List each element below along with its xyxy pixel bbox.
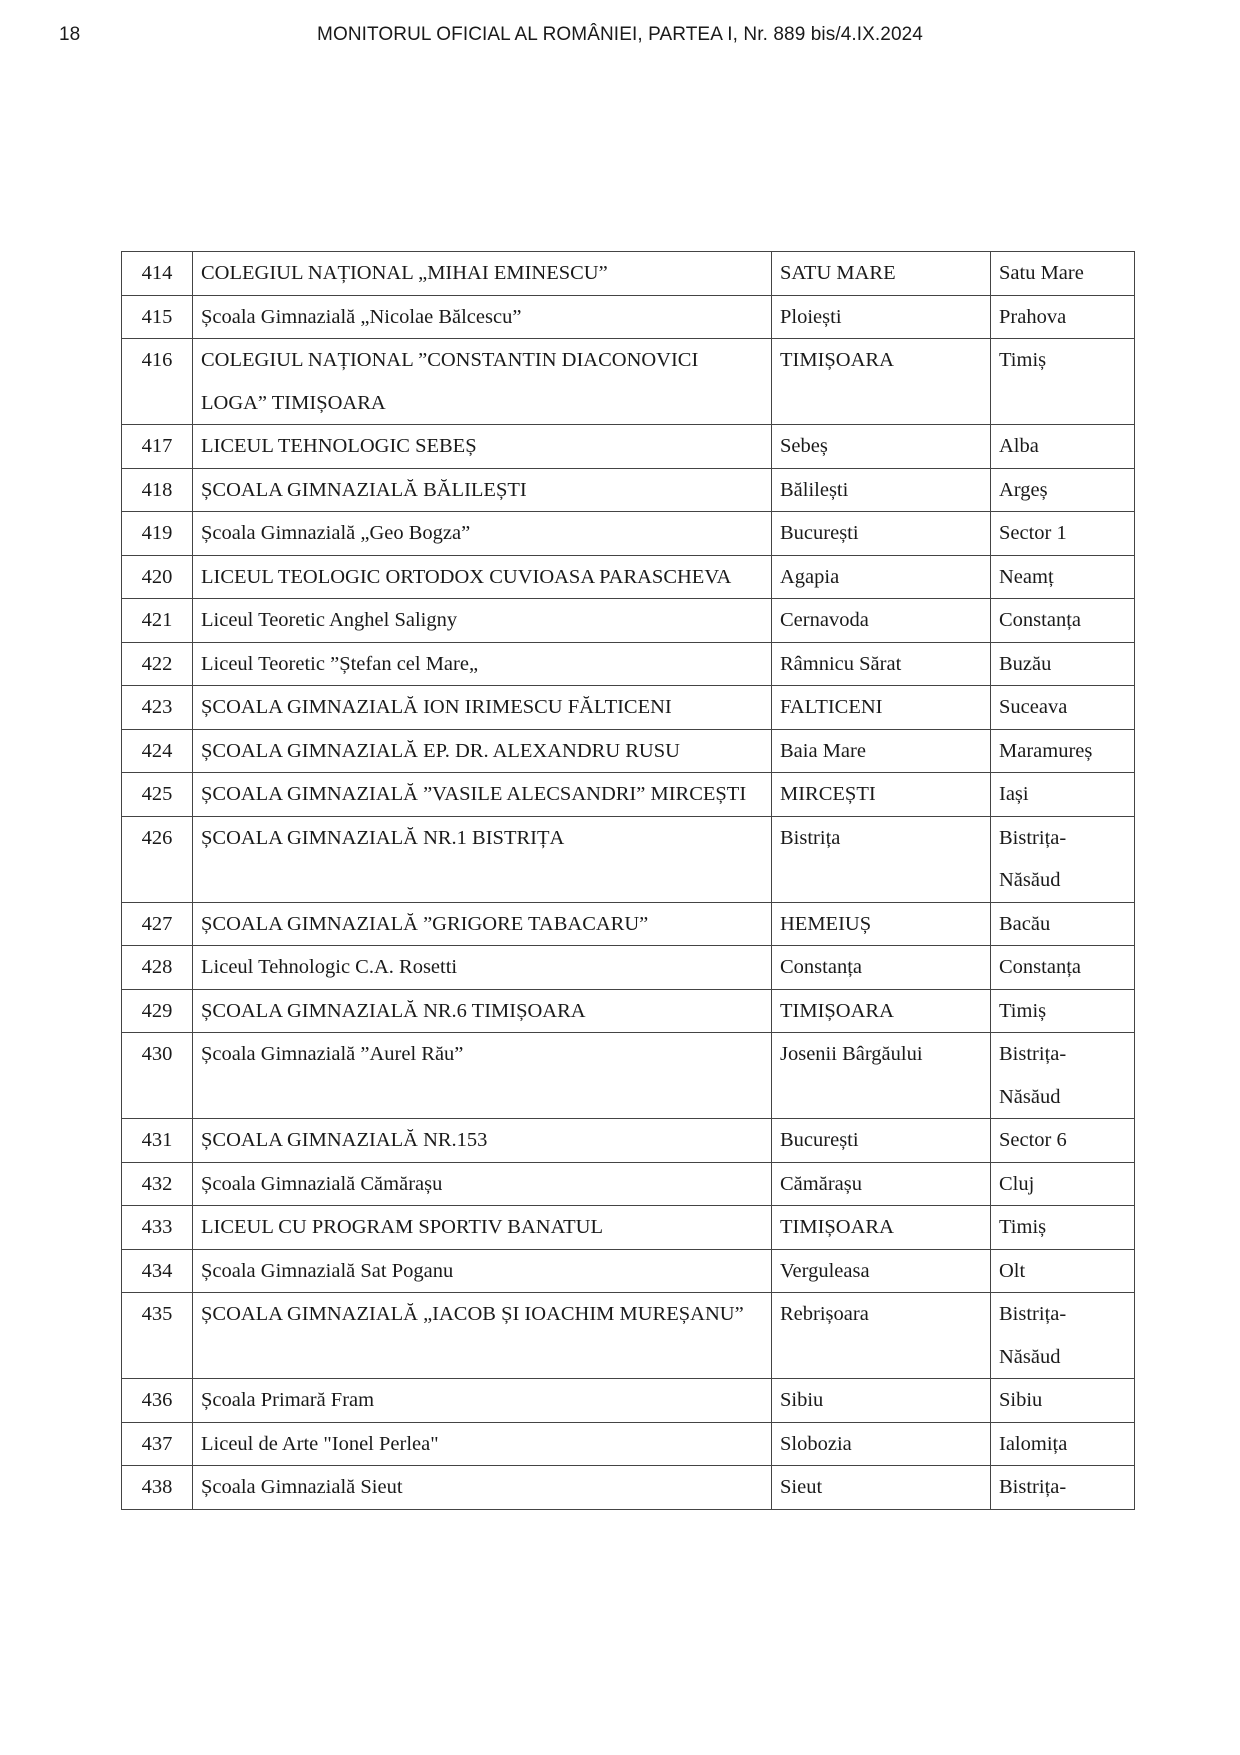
table-row — [122, 339, 1135, 425]
row-number: 416 — [122, 339, 193, 425]
row-number: 430 — [122, 1033, 193, 1119]
county: Bistrița- — [991, 1466, 1135, 1510]
table-row — [122, 1206, 1135, 1250]
table-row — [122, 1379, 1135, 1423]
school-name: ȘCOALA GIMNAZIALĂ BĂLILEȘTI — [193, 468, 772, 512]
county: Constanța — [991, 599, 1135, 643]
county: Sector 6 — [991, 1119, 1135, 1163]
locality: SATU MARE — [772, 252, 991, 296]
school-name: ȘCOALA GIMNAZIALĂ „IACOB ȘI IOACHIM MUREȘANU” — [193, 1293, 772, 1379]
table-row — [122, 773, 1135, 817]
row-number: 429 — [122, 989, 193, 1033]
county: Sibiu — [991, 1379, 1135, 1423]
school-name: Școala Gimnazială Sieut — [193, 1466, 772, 1510]
school-name: LICEUL TEHNOLOGIC SEBEȘ — [193, 425, 772, 469]
schools-table-body — [122, 252, 1135, 1510]
locality: Rebrișoara — [772, 1293, 991, 1379]
schools-table — [121, 251, 1135, 1510]
row-number: 417 — [122, 425, 193, 469]
locality: Sebeș — [772, 425, 991, 469]
county: Timiș — [991, 1206, 1135, 1250]
table-row — [122, 1119, 1135, 1163]
locality: TIMIȘOARA — [772, 989, 991, 1033]
row-number: 438 — [122, 1466, 193, 1510]
school-name: Liceul Teoretic Anghel Saligny — [193, 599, 772, 643]
table-row — [122, 902, 1135, 946]
table-row — [122, 468, 1135, 512]
table-row — [122, 1033, 1135, 1119]
locality: TIMIȘOARA — [772, 1206, 991, 1250]
school-name: ȘCOALA GIMNAZIALĂ ION IRIMESCU FĂLTICENI — [193, 686, 772, 730]
county: Ialomița — [991, 1422, 1135, 1466]
school-name: ȘCOALA GIMNAZIALĂ EP. DR. ALEXANDRU RUSU — [193, 729, 772, 773]
county: Argeș — [991, 468, 1135, 512]
row-number: 424 — [122, 729, 193, 773]
county: Bistrița-Năsăud — [991, 1293, 1135, 1379]
school-name: Școala Gimnazială „Geo Bogza” — [193, 512, 772, 556]
row-number: 428 — [122, 946, 193, 990]
table-row — [122, 252, 1135, 296]
school-name: LICEUL TEOLOGIC ORTODOX CUVIOASA PARASCHEVA — [193, 555, 772, 599]
table-row — [122, 989, 1135, 1033]
row-number: 419 — [122, 512, 193, 556]
table-row — [122, 425, 1135, 469]
county: Suceava — [991, 686, 1135, 730]
row-number: 415 — [122, 295, 193, 339]
row-number: 422 — [122, 642, 193, 686]
locality: Constanța — [772, 946, 991, 990]
locality: TIMIȘOARA — [772, 339, 991, 425]
school-name: Școala Gimnazială Sat Poganu — [193, 1249, 772, 1293]
row-number: 414 — [122, 252, 193, 296]
county: Timiș — [991, 339, 1135, 425]
locality: MIRCEȘTI — [772, 773, 991, 817]
row-number: 420 — [122, 555, 193, 599]
county: Bistrița-Năsăud — [991, 816, 1135, 902]
table-row — [122, 729, 1135, 773]
school-name: Școala Gimnazială ”Aurel Rău” — [193, 1033, 772, 1119]
school-name: Liceul de Arte "Ionel Perlea" — [193, 1422, 772, 1466]
row-number: 421 — [122, 599, 193, 643]
row-number: 427 — [122, 902, 193, 946]
row-number: 435 — [122, 1293, 193, 1379]
county: Prahova — [991, 295, 1135, 339]
table-row — [122, 295, 1135, 339]
locality: Sibiu — [772, 1379, 991, 1423]
school-name: Liceul Tehnologic C.A. Rosetti — [193, 946, 772, 990]
publication-header: MONITORUL OFICIAL AL ROMÂNIEI, PARTEA I, Nr. 889 bis/4.IX.2024 — [317, 24, 923, 45]
county: Satu Mare — [991, 252, 1135, 296]
locality: București — [772, 512, 991, 556]
school-name: ȘCOALA GIMNAZIALĂ ”VASILE ALECSANDRI” MIRCEȘTI — [193, 773, 772, 817]
table-row — [122, 1422, 1135, 1466]
table-row — [122, 686, 1135, 730]
county: Sector 1 — [991, 512, 1135, 556]
table-row — [122, 946, 1135, 990]
locality: FALTICENI — [772, 686, 991, 730]
school-name: LICEUL CU PROGRAM SPORTIV BANATUL — [193, 1206, 772, 1250]
school-name: Școala Primară Fram — [193, 1379, 772, 1423]
table-row — [122, 1249, 1135, 1293]
school-name: ȘCOALA GIMNAZIALĂ NR.153 — [193, 1119, 772, 1163]
row-number: 434 — [122, 1249, 193, 1293]
table-row — [122, 512, 1135, 556]
locality: Baia Mare — [772, 729, 991, 773]
county: Iași — [991, 773, 1135, 817]
county: Cluj — [991, 1162, 1135, 1206]
page-number: 18 — [59, 24, 81, 45]
row-number: 425 — [122, 773, 193, 817]
locality: Cernavoda — [772, 599, 991, 643]
locality: Josenii Bârgăului — [772, 1033, 991, 1119]
school-name: Școala Gimnazială Cămărașu — [193, 1162, 772, 1206]
county: Bacău — [991, 902, 1135, 946]
county: Neamț — [991, 555, 1135, 599]
row-number: 433 — [122, 1206, 193, 1250]
locality: Verguleasa — [772, 1249, 991, 1293]
locality: Bistrița — [772, 816, 991, 902]
county: Bistrița-Năsăud — [991, 1033, 1135, 1119]
table-row — [122, 555, 1135, 599]
school-name: ȘCOALA GIMNAZIALĂ ”GRIGORE TABACARU” — [193, 902, 772, 946]
table-row — [122, 1466, 1135, 1510]
locality: Ploiești — [772, 295, 991, 339]
school-name: Școala Gimnazială „Nicolae Bălcescu” — [193, 295, 772, 339]
schools-table-container — [121, 251, 1135, 1510]
row-number: 432 — [122, 1162, 193, 1206]
locality: Slobozia — [772, 1422, 991, 1466]
school-name: COLEGIUL NAȚIONAL „MIHAI EMINESCU” — [193, 252, 772, 296]
school-name: ȘCOALA GIMNAZIALĂ NR.1 BISTRIȚA — [193, 816, 772, 902]
school-name: Liceul Teoretic ”Ștefan cel Mare„ — [193, 642, 772, 686]
table-row — [122, 642, 1135, 686]
locality: Bălilești — [772, 468, 991, 512]
school-name: ȘCOALA GIMNAZIALĂ NR.6 TIMIȘOARA — [193, 989, 772, 1033]
locality: Sieut — [772, 1466, 991, 1510]
row-number: 437 — [122, 1422, 193, 1466]
county: Constanța — [991, 946, 1135, 990]
table-row — [122, 599, 1135, 643]
school-name: COLEGIUL NAȚIONAL ”CONSTANTIN DIACONOVICI LOGA” TIMIȘOARA — [193, 339, 772, 425]
table-row — [122, 1162, 1135, 1206]
county: Maramureș — [991, 729, 1135, 773]
table-row — [122, 816, 1135, 902]
locality: Cămărașu — [772, 1162, 991, 1206]
row-number: 436 — [122, 1379, 193, 1423]
locality: HEMEIUȘ — [772, 902, 991, 946]
locality: București — [772, 1119, 991, 1163]
locality: Agapia — [772, 555, 991, 599]
county: Alba — [991, 425, 1135, 469]
table-row — [122, 1293, 1135, 1379]
row-number: 426 — [122, 816, 193, 902]
row-number: 418 — [122, 468, 193, 512]
county: Olt — [991, 1249, 1135, 1293]
locality: Râmnicu Sărat — [772, 642, 991, 686]
row-number: 431 — [122, 1119, 193, 1163]
row-number: 423 — [122, 686, 193, 730]
county: Timiș — [991, 989, 1135, 1033]
county: Buzău — [991, 642, 1135, 686]
